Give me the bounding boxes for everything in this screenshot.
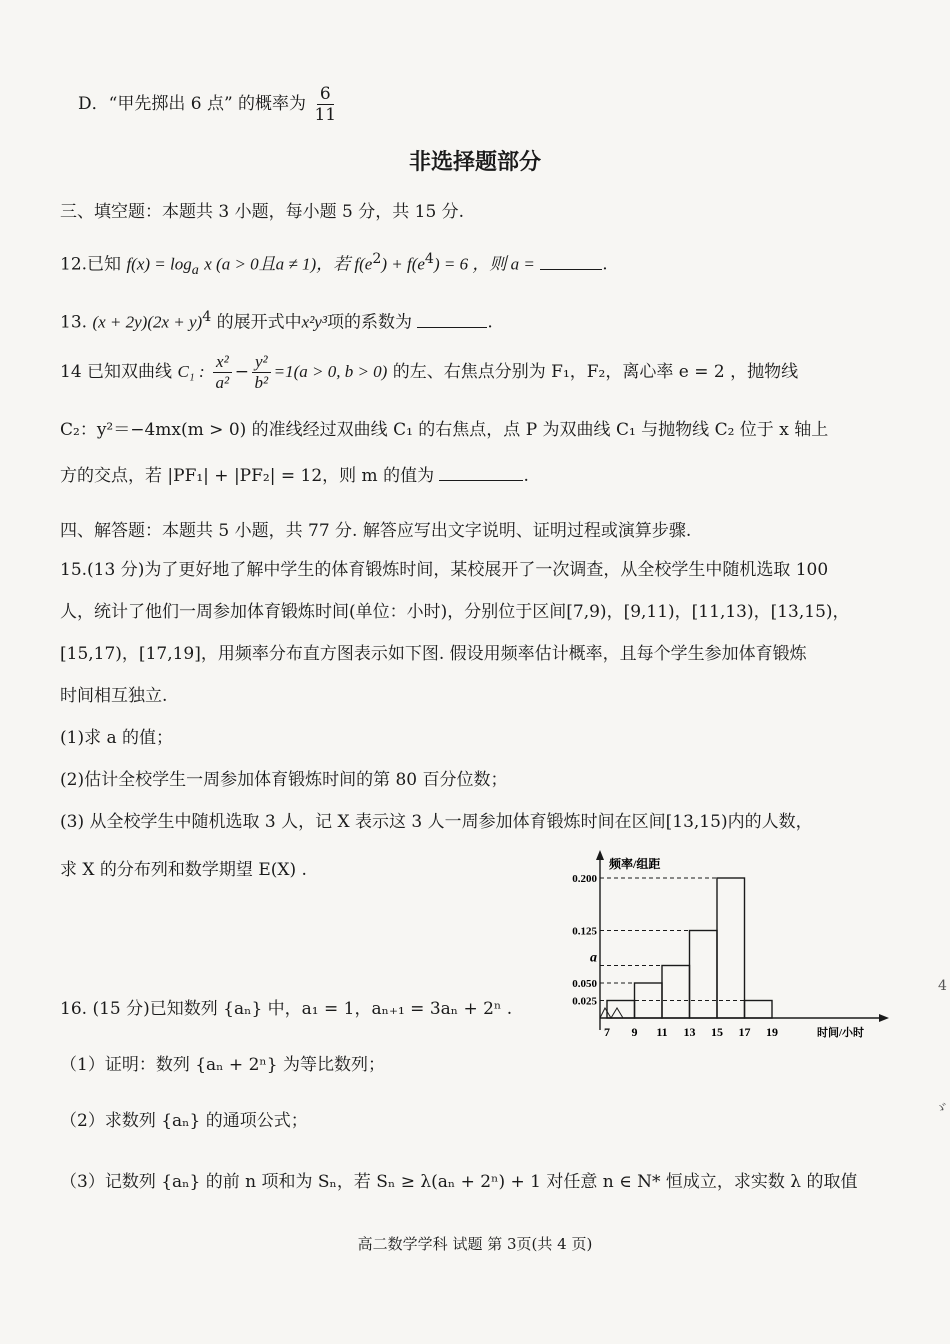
histogram-bars (607, 878, 772, 1018)
histogram-bar (745, 1001, 773, 1019)
y-axis-label: 频率/组距 (609, 857, 661, 871)
answer-section-header: 四、解答题：本题共 5 小题，共 77 分. 解答应写出文字说明、证明过程或演算步骤. (60, 521, 692, 541)
q12-exp-1: 2 (372, 251, 382, 267)
frequency-histogram (555, 848, 895, 1048)
q12-end: . (602, 254, 608, 275)
q15-line-2: 人，统计了他们一周参加体育锻炼时间(单位：小时)，分别位于区间[7,9)，[9,11)，[11,13)，[13,15)， (60, 602, 850, 622)
q12-answer-blank (540, 253, 602, 270)
y-tick-label: 0.200 (572, 873, 597, 885)
fraction-denominator: b² (254, 373, 269, 392)
section-title: 非选择题部分 (408, 150, 541, 175)
histogram-bar (607, 1001, 635, 1019)
x-axis-label: 时间/小时 (817, 1027, 865, 1039)
histogram-bar (662, 966, 690, 1019)
q14-minus: − (234, 362, 249, 382)
edge-mark-1: 4 (938, 978, 947, 994)
q13-exponent: 4 (202, 309, 212, 325)
histogram-bar (717, 878, 745, 1018)
axis-break (600, 1008, 623, 1018)
q13-suffix: 项的系数为 (326, 312, 412, 333)
q16-part-3: （3）记数列 {aₙ} 的前 n 项和为 Sₙ，若 Sₙ ≥ λ(aₙ + 2ⁿ) + 1 对任意 n ∈ N* 恒成立，求实数 λ 的取值 (60, 1172, 858, 1192)
q12-prefix: 12.已知 (60, 254, 122, 275)
histogram-bar (690, 931, 718, 1019)
question-14-line-1 (60, 350, 798, 394)
x-tick-label: 19 (766, 1025, 778, 1039)
histogram-axes (596, 850, 889, 1030)
q14-prefix: 14 已知双曲线 (60, 362, 173, 382)
x-tick-label: 7 (604, 1025, 610, 1039)
q14-text-3: 方的交点，若 |PF₁| + |PF₂| = 12，则 m 的值为 (60, 466, 435, 486)
edge-mark-2: ゞ (934, 1101, 948, 1117)
q13-end: . (487, 312, 493, 333)
x-tick-label: 11 (656, 1025, 668, 1039)
histogram-labels (572, 856, 864, 1039)
q16-part-2: （2）求数列 {aₙ} 的通项公式； (60, 1111, 308, 1131)
q12-expr-4: ) = 6 ，则 a = (433, 254, 535, 274)
page-footer: 高二数学学科 试题 第 3页(共 4 页) (357, 1235, 593, 1253)
q14-text-1: 的左、右焦点分别为 F₁，F₂，离心率 e = 2 ，抛物线 (392, 362, 799, 382)
q14-answer-blank (439, 464, 523, 481)
x-tick-label: 9 (631, 1025, 638, 1039)
q14-fraction-y (252, 352, 271, 393)
q13-mid: 的展开式中 (216, 312, 302, 333)
fraction-denominator: 11 (314, 105, 337, 125)
question-13 (60, 305, 493, 335)
y-tick-label: 0.025 (572, 995, 597, 1008)
fill-in-header: 三、填空题：本题共 3 小题，每小题 5 分，共 15 分. (60, 202, 465, 222)
q14-fraction-x (213, 352, 232, 393)
y-tick-label: a (590, 950, 597, 966)
q16-line-1: 16. (15 分)已知数列 {aₙ} 中，a₁ = 1，aₙ₊₁ = 3aₙ + 2ⁿ . (60, 999, 513, 1019)
fraction-numerator: 6 (317, 84, 334, 105)
question-14-line-3 (60, 464, 529, 488)
q16-part-1: （1）证明：数列 {aₙ + 2ⁿ} 为等比数列； (60, 1055, 385, 1075)
q15-part-1: (1)求 a 的值； (60, 728, 174, 748)
y-tick-label: 0.125 (572, 925, 597, 938)
question-12 (60, 247, 608, 282)
q15-line-1: 15.(13 分)为了更好地了解中学生的体育锻炼时间，某校展开了一次调查，从全校学生中随机选取 100 (60, 560, 829, 580)
x-tick-label: 15 (711, 1025, 723, 1039)
option-d-text: D．“甲先掷出 6 点” 的概率为 (78, 94, 307, 114)
q15-part-3: (3) 从全校学生中随机选取 3 人，记 X 表示这 3 人一周参加体育锻炼时间在区间[13,15)内的人数， (60, 812, 813, 832)
q12-exp-2: 4 (424, 251, 434, 267)
x-axis-arrow (879, 1014, 889, 1022)
histogram-guides (600, 878, 745, 1001)
option-d-fraction (314, 84, 336, 125)
q12-log-base: a (191, 262, 199, 279)
option-d (78, 84, 339, 125)
q15-line-4: 时间相互独立. (60, 686, 168, 706)
q14-equation: =1(a > 0, b > 0) (273, 362, 388, 381)
q13-term: x²y³ (301, 312, 327, 332)
y-tick-label: 0.050 (572, 978, 597, 990)
q14-c1: C₁ : (177, 362, 205, 381)
q14-end: . (523, 466, 529, 486)
q15-part-2: (2)估计全校学生一周参加体育锻炼时间的第 80 百分位数； (60, 770, 508, 790)
fraction-numerator: y² (252, 352, 271, 373)
q13-answer-blank (417, 311, 487, 328)
x-tick-label: 13 (683, 1025, 696, 1039)
question-14-line-2: C₂：y²＝−4mx(m > 0) 的准线经过双曲线 C₁ 的右焦点，点 P 为双曲线 C₁ 与抛物线 C₂ 位于 x 轴上 (60, 420, 829, 440)
y-axis-arrow (596, 850, 604, 860)
q15-part-3b: 求 X 的分布列和数学期望 E(X) . (60, 860, 307, 880)
q12-expr-2: x (a > 0且a ≠ 1)，若 f(e (204, 254, 373, 274)
q12-expr-3: ) + f(e (381, 254, 425, 274)
fraction-denominator: a² (215, 373, 230, 392)
q12-expr-1: f(x) = log (126, 254, 192, 274)
q15-line-3: [15,17)，[17,19]，用频率分布直方图表示如下图. 假设用频率估计概率，且每个学生参加体育锻炼 (60, 644, 807, 664)
fraction-numerator: x² (213, 352, 232, 373)
x-tick-label: 17 (738, 1025, 751, 1039)
q13-expr: (x + 2y)(2x + y) (92, 312, 203, 332)
q13-prefix: 13. (60, 312, 88, 333)
